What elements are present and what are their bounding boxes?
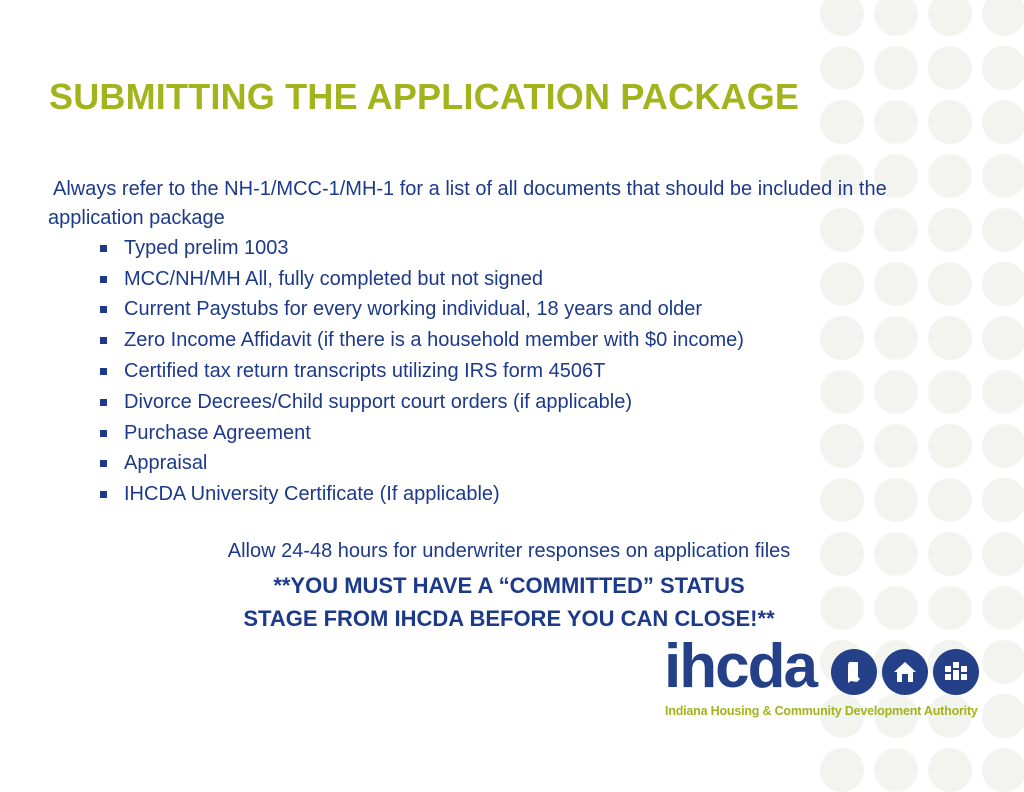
required-documents-list (100, 233, 744, 510)
square-bullet-icon (100, 306, 107, 313)
warning-line-2: STAGE FROM IHCDA BEFORE YOU CAN CLOSE!** (243, 606, 775, 631)
slide-title: SUBMITTING THE APPLICATION PACKAGE (49, 76, 800, 117)
list-item-text: Typed prelim 1003 (124, 236, 289, 259)
square-bullet-icon (100, 337, 107, 344)
list-item (100, 418, 744, 449)
list-item-text: Appraisal (124, 452, 208, 475)
community-icon (933, 649, 979, 695)
square-bullet-icon (100, 245, 107, 252)
list-item-text: Certified tax return transcripts utilizing IRS form 4506T (124, 360, 606, 383)
square-bullet-icon (100, 368, 107, 375)
indiana-state-icon (831, 649, 877, 695)
square-bullet-icon (100, 430, 107, 437)
list-item-text: Purchase Agreement (124, 421, 311, 444)
list-item (100, 449, 744, 480)
list-item (100, 356, 744, 387)
warning-line-1: **YOU MUST HAVE A “COMMITTED” STATUS (273, 573, 745, 598)
ihcda-logo (664, 632, 984, 726)
logo-wordmark: ihcda (664, 632, 816, 701)
list-item (100, 264, 744, 295)
intro-text: Always refer to the NH-1/MCC-1/MH-1 for a list of all documents that should be included in the application package (48, 178, 887, 229)
list-item-text: IHCDA University Certificate (If applicable) (124, 483, 500, 506)
square-bullet-icon (100, 399, 107, 406)
turnaround-note: Allow 24-48 hours for underwriter responses on application files (227, 540, 791, 562)
list-item (100, 295, 744, 326)
logo-tagline: Indiana Housing & Community Development Authority (665, 704, 978, 718)
list-item-text: Current Paystubs for every working individual, 18 years and older (124, 298, 703, 321)
square-bullet-icon (100, 491, 107, 498)
house-icon (882, 649, 928, 695)
list-item (100, 325, 744, 356)
square-bullet-icon (100, 276, 107, 283)
list-item-text: Divorce Decrees/Child support court orders (if applicable) (124, 390, 632, 413)
list-item-text: MCC/NH/MH All, fully completed but not signed (124, 267, 544, 290)
logo-icon-group (831, 649, 979, 695)
list-item (100, 233, 744, 264)
square-bullet-icon (100, 460, 107, 467)
list-item-text: Zero Income Affidavit (if there is a household member with $0 income) (124, 329, 744, 352)
list-item (100, 387, 744, 418)
committed-status-warning (0, 569, 1018, 635)
list-item (100, 479, 744, 510)
